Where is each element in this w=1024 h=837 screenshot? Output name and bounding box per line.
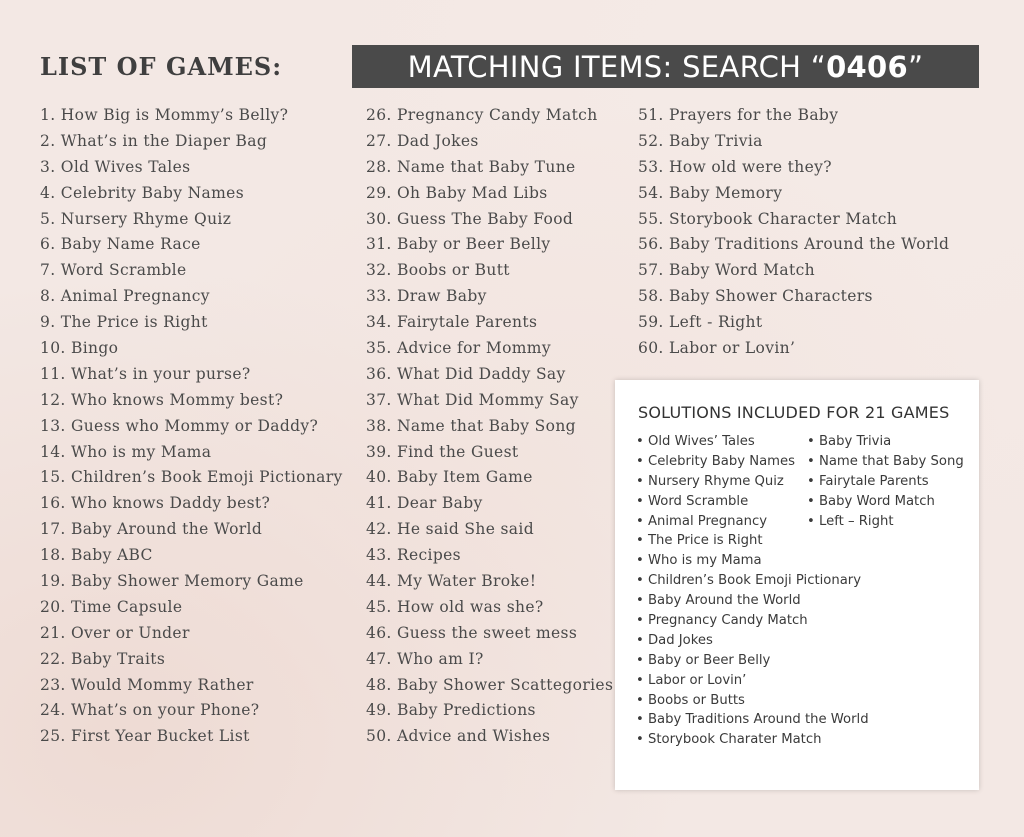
game-list-item: 49. Baby Predictions bbox=[366, 701, 536, 720]
game-list-item: 16. Who knows Daddy best? bbox=[40, 494, 271, 513]
solution-list-item: • Labor or Lovin’ bbox=[636, 671, 869, 691]
game-list-item: 8. Animal Pregnancy bbox=[40, 287, 210, 306]
solution-list-item: • Animal Pregnancy bbox=[636, 512, 869, 532]
game-list-item: 18. Baby ABC bbox=[40, 546, 153, 565]
solution-list-item: • Left – Right bbox=[807, 512, 964, 532]
game-list-item: 23. Would Mommy Rather bbox=[40, 675, 254, 694]
game-list-item: 22. Baby Traits bbox=[40, 649, 166, 668]
game-list-item: 1. How Big is Mommy’s Belly? bbox=[40, 106, 289, 124]
game-list-item: 30. Guess The Baby Food bbox=[366, 209, 574, 228]
solution-list-item: • Baby Trivia bbox=[807, 432, 964, 452]
games-column-1 bbox=[40, 103, 343, 750]
game-list-item: 24. What’s on your Phone? bbox=[40, 701, 260, 720]
game-list-item: 48. Baby Shower Scattegories bbox=[366, 675, 614, 694]
game-list-item: 53. How old were they? bbox=[638, 157, 832, 176]
matching-items-banner bbox=[352, 45, 979, 88]
game-list-item: 40. Baby Item Game bbox=[366, 468, 533, 487]
game-list-item: 51. Prayers for the Baby bbox=[638, 106, 839, 124]
solution-list-item: • Baby Word Match bbox=[807, 492, 964, 512]
game-list-item: 37. What Did Mommy Say bbox=[366, 390, 579, 409]
game-list-item: 59. Left - Right bbox=[638, 313, 763, 332]
solution-list-item: • The Price is Right bbox=[636, 531, 869, 551]
game-list-item: 38. Name that Baby Song bbox=[366, 416, 576, 435]
game-list-item: 39. Find the Guest bbox=[366, 442, 519, 461]
game-list-item: 43. Recipes bbox=[366, 546, 461, 565]
game-list-item: 12. Who knows Mommy best? bbox=[40, 390, 284, 409]
game-list-item: 32. Boobs or Butt bbox=[366, 261, 510, 280]
game-list-item: 3. Old Wives Tales bbox=[40, 157, 191, 176]
game-list-item: 4. Celebrity Baby Names bbox=[40, 183, 244, 202]
game-list-item: 52. Baby Trivia bbox=[638, 131, 763, 150]
game-list-item: 2. What’s in the Diaper Bag bbox=[40, 131, 268, 150]
solution-list-item: • Baby Traditions Around the World bbox=[636, 710, 869, 730]
game-list-item: 33. Draw Baby bbox=[366, 287, 487, 306]
solution-list-item: • Dad Jokes bbox=[636, 631, 869, 651]
game-list-item: 47. Who am I? bbox=[366, 649, 484, 668]
game-list-item: 44. My Water Broke! bbox=[366, 572, 537, 591]
solution-list-item: • Baby Around the World bbox=[636, 591, 869, 611]
game-list-item: 19. Baby Shower Memory Game bbox=[40, 572, 304, 591]
game-list-item: 36. What Did Daddy Say bbox=[366, 364, 566, 383]
game-list-item: 14. Who is my Mama bbox=[40, 442, 212, 461]
solution-list-item: • Fairytale Parents bbox=[807, 472, 964, 492]
game-list-item: 35. Advice for Mommy bbox=[366, 339, 551, 358]
game-list-item: 13. Guess who Mommy or Daddy? bbox=[40, 416, 319, 435]
game-list-item: 6. Baby Name Race bbox=[40, 235, 201, 254]
solution-list-item: • Who is my Mama bbox=[636, 551, 869, 571]
game-list-item: 28. Name that Baby Tune bbox=[366, 157, 576, 176]
game-list-item: 41. Dear Baby bbox=[366, 494, 483, 513]
game-list-item: 20. Time Capsule bbox=[40, 597, 183, 616]
search-code: 0406 bbox=[826, 49, 908, 84]
solutions-panel bbox=[615, 380, 979, 790]
game-list-item: 54. Baby Memory bbox=[638, 183, 783, 202]
solution-list-item: • Old Wives’ Tales bbox=[636, 432, 869, 452]
game-list-item: 7. Word Scramble bbox=[40, 261, 187, 280]
banner-prefix: MATCHING ITEMS: SEARCH “ bbox=[407, 49, 827, 84]
solution-list-item: • Pregnancy Candy Match bbox=[636, 611, 869, 631]
game-list-item: 15. Children’s Book Emoji Pictionary bbox=[40, 468, 343, 487]
game-list-item: 9. The Price is Right bbox=[40, 313, 208, 332]
solutions-column-2 bbox=[807, 432, 964, 531]
game-list-item: 34. Fairytale Parents bbox=[366, 313, 538, 332]
game-list-item: 29. Oh Baby Mad Libs bbox=[366, 183, 548, 202]
list-of-games-heading: LIST OF GAMES: bbox=[40, 52, 283, 81]
game-list-item: 50. Advice and Wishes bbox=[366, 727, 551, 746]
solution-list-item: • Baby or Beer Belly bbox=[636, 651, 869, 671]
game-list-item: 45. How old was she? bbox=[366, 597, 544, 616]
games-column-2 bbox=[366, 103, 613, 750]
game-list-item: 5. Nursery Rhyme Quiz bbox=[40, 209, 232, 228]
solution-list-item: • Celebrity Baby Names bbox=[636, 452, 869, 472]
game-list-item: 26. Pregnancy Candy Match bbox=[366, 106, 598, 124]
game-list-item: 31. Baby or Beer Belly bbox=[366, 235, 551, 254]
game-list-item: 46. Guess the sweet mess bbox=[366, 623, 578, 642]
game-list-item: 27. Dad Jokes bbox=[366, 131, 479, 150]
game-list-item: 56. Baby Traditions Around the World bbox=[638, 235, 950, 254]
game-list-item: 11. What’s in your purse? bbox=[40, 364, 251, 383]
game-list-item: 17. Baby Around the World bbox=[40, 520, 263, 539]
solutions-title: SOLUTIONS INCLUDED FOR 21 GAMES bbox=[638, 403, 950, 422]
game-list-item: 60. Labor or Lovin’ bbox=[638, 339, 796, 358]
game-list-item: 42. He said She said bbox=[366, 520, 534, 539]
solution-list-item: • Nursery Rhyme Quiz bbox=[636, 472, 869, 492]
solution-list-item: • Boobs or Butts bbox=[636, 691, 869, 711]
solution-list-item: • Children’s Book Emoji Pictionary bbox=[636, 571, 869, 591]
game-list-item: 10. Bingo bbox=[40, 339, 119, 358]
solution-list-item: • Word Scramble bbox=[636, 492, 869, 512]
games-column-3 bbox=[638, 103, 949, 362]
banner-suffix: ” bbox=[908, 49, 924, 84]
game-list-item: 25. First Year Bucket List bbox=[40, 727, 250, 746]
game-list-item: 21. Over or Under bbox=[40, 623, 190, 642]
game-list-item: 58. Baby Shower Characters bbox=[638, 287, 873, 306]
solution-list-item: • Name that Baby Song bbox=[807, 452, 964, 472]
game-list-item: 57. Baby Word Match bbox=[638, 261, 815, 280]
game-list-item: 55. Storybook Character Match bbox=[638, 209, 898, 228]
solution-list-item: • Storybook Charater Match bbox=[636, 730, 869, 750]
